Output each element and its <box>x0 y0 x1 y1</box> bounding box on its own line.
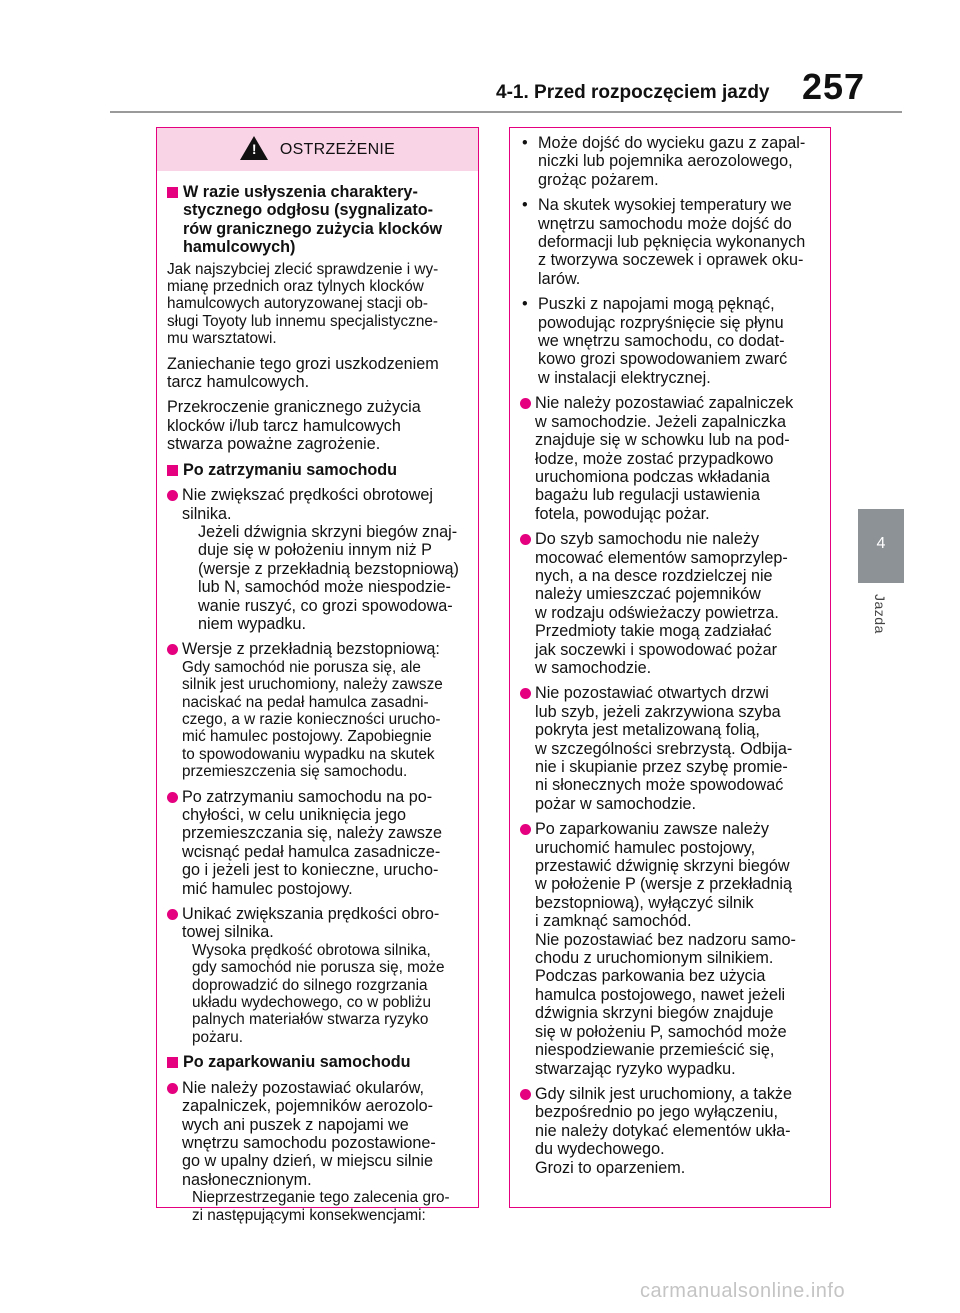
chapter-number: 4 <box>876 535 886 552</box>
text-line: hamulcowych) <box>183 238 296 257</box>
text-line: go w upalny dzień, w miejscu silnie <box>182 1152 434 1171</box>
text-line: w samochodzie. <box>535 658 652 677</box>
round-bullet-icon <box>520 688 531 699</box>
text-line: Unikać zwiększania prędkości obro- <box>182 905 440 924</box>
bullet-dot-icon: • <box>522 134 528 152</box>
text-line: hamulcowych autoryzowanej stacji ob- <box>167 295 429 313</box>
text-line: gdy samochód nie porusza się, może <box>192 959 445 977</box>
text-line: w szczególności srebrzystą. Odbija- <box>535 739 793 758</box>
text-line: Nie zwiększać prędkości obrotowej <box>182 486 434 505</box>
round-bullet-icon <box>167 1083 178 1094</box>
text-line: Jak najszybciej zlecić sprawdzenie i wy- <box>167 260 439 278</box>
text-line: chyłości, w celu uniknięcia jego <box>182 806 407 824</box>
text-line: przestawić dźwignię skrzyni biegów <box>535 857 790 876</box>
square-bullet-icon <box>167 465 178 476</box>
text-line: Do szyb samochodu nie należy <box>535 530 760 549</box>
text-line: Przekroczenie granicznego zużycia <box>167 398 421 417</box>
text-line: go i jeżeli jest to konieczne, urucho- <box>182 861 439 880</box>
text-line: stwarzając ryzyko wypadku. <box>535 1059 736 1078</box>
text-line: nasłonecznionym. <box>182 1170 312 1189</box>
text-line: (wersje z przekładnią bezstopniową) <box>198 559 459 578</box>
text-line: grożąc pożarem. <box>538 170 659 189</box>
text-line: wcisnąć pedał hamulca zasadnicze- <box>182 842 441 861</box>
text-line: Wysoka prędkość obrotowa silnika, <box>192 941 431 959</box>
text-line: Nie należy pozostawiać okularów, <box>182 1078 425 1097</box>
text-line: ni słonecznych może spowodować <box>535 776 784 795</box>
text-line: larów. <box>538 269 581 288</box>
text-line: tarcz hamulcowych. <box>167 373 310 392</box>
text-line: niczki lub pojemnika aerozolowego, <box>538 152 793 171</box>
round-bullet-icon <box>167 909 178 920</box>
text-line: Puszki z napojami mogą pęknąć, <box>538 295 775 314</box>
watermark: carmanualsonline.info <box>640 1280 846 1302</box>
text-line: łodze, może zostać przypadkowo <box>535 449 774 468</box>
text-line: du wydechowego. <box>535 1140 665 1159</box>
text-line: Po zatrzymaniu samochodu na po- <box>182 787 433 806</box>
text-line: nie i skupianie przez szybę promie- <box>535 758 788 776</box>
text-line: silnik jest uruchomiony, należy zawsze <box>182 676 443 694</box>
section-title: 4-1. Przed rozpoczęciem jazdy <box>496 82 770 103</box>
text-line: powodując rozpryśnięcie się płynu <box>538 313 784 332</box>
section-heading: Po zaparkowaniu samochodu <box>167 1053 469 1071</box>
list-item <box>520 1085 821 1177</box>
text-line: stwarza poważne zagrożenie. <box>167 435 381 454</box>
text-line: Nie pozostawiać otwartych drzwi <box>535 684 769 703</box>
text-line: wych ani puszek z napojami we <box>182 1115 409 1134</box>
text-line: układu wydechowego, co w pobliżu <box>192 994 431 1012</box>
round-bullet-icon <box>167 644 178 655</box>
text-line: uruchomiona podczas wkładania <box>535 467 770 486</box>
list-item <box>520 196 821 288</box>
text-line: Nieprzestrzeganie tego zalecenia gro- <box>192 1189 450 1207</box>
page-number: 257 <box>802 66 866 107</box>
text-line: bezstopniową), wyłączyć silnik <box>535 893 754 912</box>
text-line: palnych materiałów stwarza ryzyko <box>192 1011 429 1029</box>
list-item <box>520 394 821 523</box>
text-line: bagażu lub regulacji ustawienia <box>535 486 760 505</box>
list-item <box>520 295 821 387</box>
text-line: wnętrzu samochodu może dojść do <box>538 214 792 233</box>
text-line: zi następującymi konsekwencjami: <box>192 1206 426 1224</box>
text-line: klocków i/lub tarcz hamulcowych <box>167 416 401 435</box>
bullet-dot-icon: • <box>522 196 528 215</box>
text-line: doprowadzić do silnego rozgrzania <box>192 976 428 994</box>
text-line: pokryta jest metalizowaną folią, <box>535 721 760 740</box>
text-line: to spowodowaniu wypadku na skutek <box>182 745 435 763</box>
text-line: Zaniechanie tego grozi uszkodzeniem <box>167 354 439 373</box>
round-bullet-icon <box>520 824 531 835</box>
text-line: nych, a na desce rozdzielczej nie <box>535 566 773 585</box>
text-line: silnika. <box>182 504 232 523</box>
chapter-tab[interactable] <box>858 509 904 583</box>
text-line: sługi Toyoty lub innemu specjalistyczne- <box>167 312 438 330</box>
text-line: uruchomić hamulec postojowy, <box>535 838 756 857</box>
text-line: duje się w położeniu innym niż P <box>198 541 432 560</box>
text-line: jak soczewki i spowodować pożar <box>535 640 778 659</box>
text-line: Po zaparkowaniu zawsze należy <box>535 820 769 839</box>
text-line: we wnętrzu samochodu, co dodat- <box>538 332 785 351</box>
paragraph <box>167 355 469 392</box>
text-line: towej silnika. <box>182 923 274 942</box>
text-line: Może dojść do wycieku gazu z zapal- <box>538 134 806 152</box>
text-line: wanie ruszyć, co grozi spowodowa- <box>198 596 453 615</box>
text-line: w rodzaju odświeżaczy powietrza. <box>535 603 779 622</box>
square-bullet-icon <box>167 187 178 198</box>
list-item <box>167 1079 469 1224</box>
text-line: bezpośrednio po jego wyłączeniu, <box>535 1103 778 1122</box>
text-line: czego, a w razie konieczności urucho- <box>182 710 441 728</box>
warning-triangle-icon: ! <box>240 136 268 160</box>
text-line: kowo grozi spowodowaniem zwarć <box>538 350 788 369</box>
square-bullet-icon <box>167 1057 178 1068</box>
text-line: niespodziewanie przemieścić się, <box>535 1041 775 1060</box>
text-line: niem wypadku. <box>198 614 306 633</box>
text-line: stycznego odgłosu (sygnalizato- <box>183 201 434 220</box>
text-line: Nie należy pozostawiać zapalniczek <box>535 394 794 413</box>
text-line: lub szyb, jeżeli zakrzywiona szyba <box>535 702 781 721</box>
round-bullet-icon <box>167 792 178 803</box>
list-item <box>520 820 821 1078</box>
text-line: nie należy dotykać elementów ukła- <box>535 1121 791 1140</box>
text-line: Gdy samochód nie porusza się, ale <box>182 658 421 676</box>
text-line: hamulca postojowego, nawet jeżeli <box>535 985 786 1004</box>
text-line: i zamknąć samochód. <box>535 912 692 931</box>
text-line: w samochodzie. Jeżeli zapalniczka <box>535 412 787 431</box>
text-line: mić hamulec postojowy. Zapobiegnie <box>182 728 432 746</box>
text-line: przemieszczania się, należy zawsze <box>182 824 443 843</box>
chapter-label: Jazda <box>872 594 888 634</box>
warning-box-left <box>156 127 479 1224</box>
text-line: Podczas parkowania bez użycia <box>535 967 766 986</box>
text-line: mić hamulec postojowy. <box>182 879 353 898</box>
text-line: naciskać na pedał hamulca zasadni- <box>182 693 429 711</box>
text-line: chodu z uruchomionym silnikiem. <box>535 949 774 968</box>
list-item <box>520 530 821 677</box>
text-line: Jeżeli dźwignia skrzyni biegów znaj- <box>198 522 458 541</box>
text-line: należy umieszczać pojemników <box>535 585 761 604</box>
text-line: dźwignia skrzyni biegów znajduje <box>535 1004 774 1023</box>
text-line: się w położeniu P, samochód może <box>535 1022 787 1041</box>
text-line: mocować elementów samoprzylep- <box>535 548 788 567</box>
text-line: Gdy silnik jest uruchomiony, a także <box>535 1084 793 1103</box>
text-line: pożar w samochodzie. <box>535 794 697 813</box>
round-bullet-icon <box>520 1089 531 1100</box>
text-line: W razie usłyszenia charaktery- <box>183 183 418 201</box>
text-line: deformacji lub pęknięcia wykonanych <box>538 233 806 252</box>
round-bullet-icon <box>520 398 531 409</box>
text-line: zapalniczek, pojemników aerozolo- <box>182 1097 434 1116</box>
text-line: mu warsztatowi. <box>167 330 277 348</box>
list-item <box>167 788 469 898</box>
text-line: lub N, samochód może niespodzie- <box>198 578 451 597</box>
text-line: w instalacji elektrycznej. <box>538 368 711 387</box>
text-line: Przedmioty takie mogą zadziałać <box>535 622 772 641</box>
text-line: pożaru. <box>192 1028 244 1046</box>
list-item <box>520 134 821 189</box>
text-line: w położenie P (wersje z przekładnią <box>535 875 793 894</box>
round-bullet-icon <box>520 534 531 545</box>
paragraph <box>167 398 469 453</box>
text-line: Nie pozostawiać bez nadzoru samo- <box>535 930 796 949</box>
header-divider <box>110 111 902 113</box>
section-heading <box>167 183 469 257</box>
bullet-dot-icon: • <box>522 295 528 314</box>
paragraph <box>167 261 469 348</box>
text-line: Grozi to oparzeniem. <box>535 1158 686 1177</box>
warning-title: OSTRZEŻENIE <box>279 140 396 158</box>
round-bullet-icon <box>167 490 178 501</box>
list-item <box>520 684 821 813</box>
text-line: mianę przednich oraz tylnych klocków <box>167 278 424 296</box>
text-line: wnętrzu samochodu pozostawione- <box>182 1133 436 1152</box>
text-line: fotela, powodując pożar. <box>535 504 710 523</box>
list-item <box>167 486 469 633</box>
list-item <box>167 640 469 780</box>
text-line: rów granicznego zużycia klocków <box>183 219 443 238</box>
text-line: przemieszczenia się samochodu. <box>182 763 408 781</box>
text-line: z tworzywa soczewek i oprawek oku- <box>538 251 804 270</box>
warning-box-right <box>509 127 831 1208</box>
text-line: Na skutek wysokiej temperatury we <box>538 196 792 215</box>
warning-header <box>157 128 478 171</box>
text-line: Wersje z przekładnią bezstopniową: <box>182 640 440 659</box>
list-item <box>167 905 469 1046</box>
section-heading: Po zatrzymaniu samochodu <box>167 461 469 479</box>
text-line: znajduje się w schowku lub na pod- <box>535 431 790 450</box>
